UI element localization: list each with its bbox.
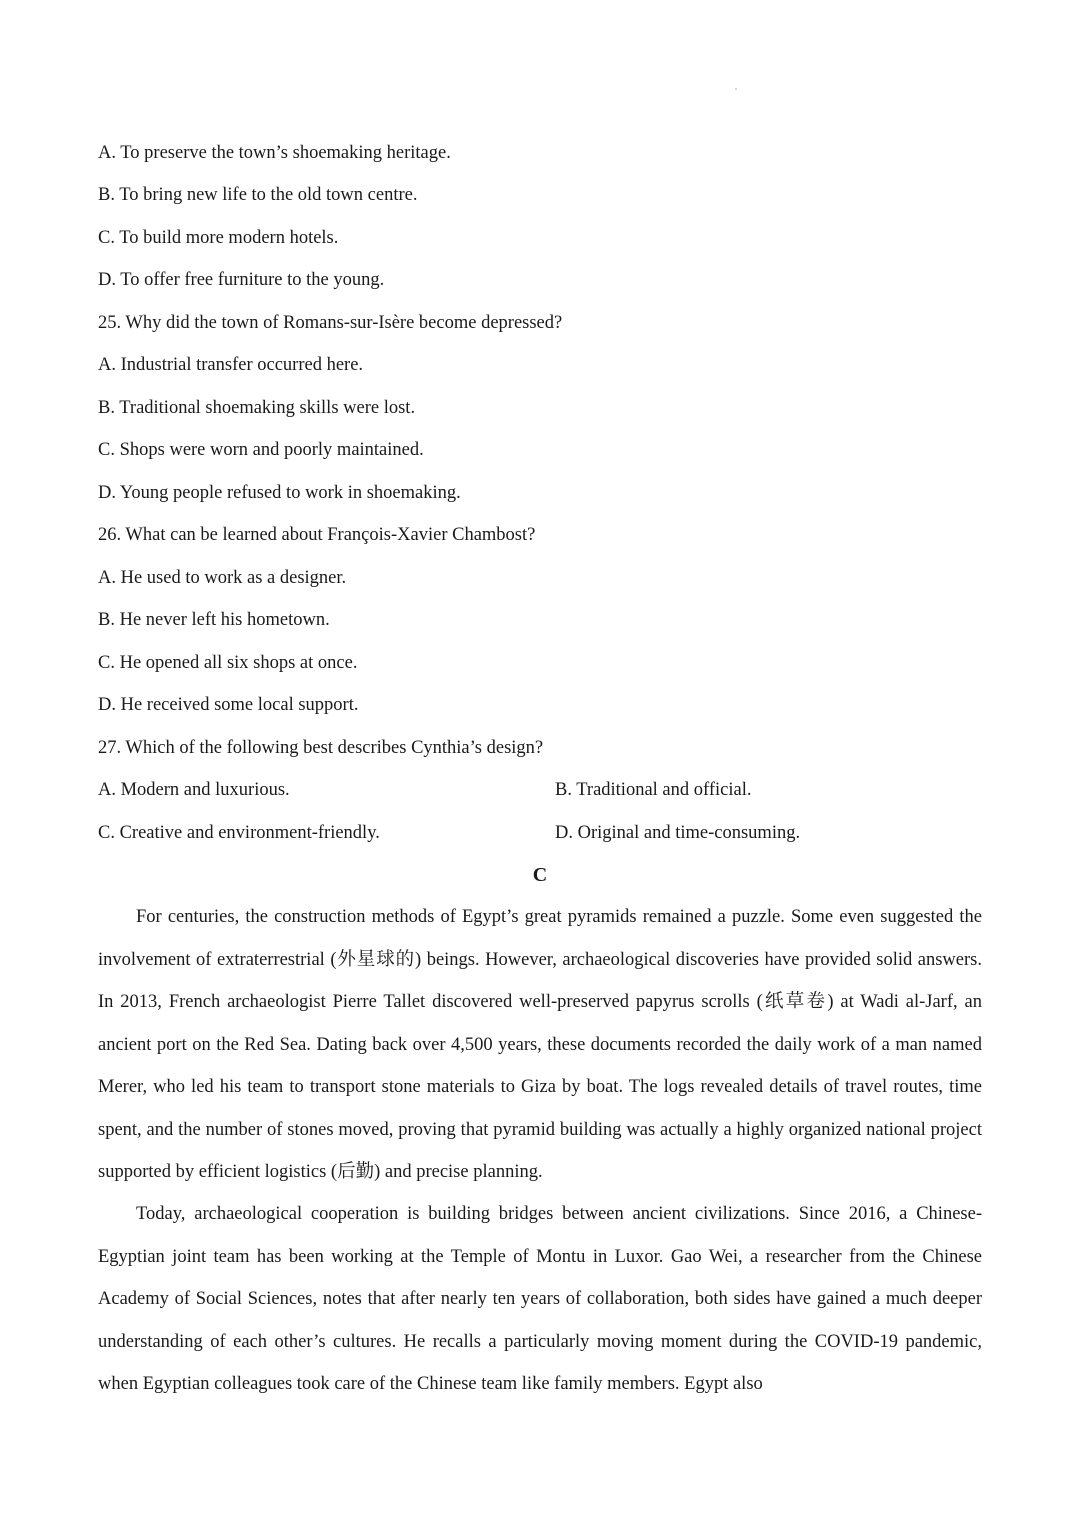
q24-option-d: D. To offer free furniture to the young. [98,270,385,290]
section-heading: C [532,864,548,886]
q25-question: 25. Why did the town of Romans-sur-Isère become depressed? [98,313,563,333]
q27-option-c: C. Creative and environment-friendly. [98,823,380,843]
q24-option-c: C. To build more modern hotels. [98,228,339,248]
q25-option-d: D. Young people refused to work in shoemaking. [98,483,461,503]
q25-option-a: A. Industrial transfer occurred here. [98,355,364,375]
q25-option-c: C. Shops were worn and poorly maintained. [98,440,424,460]
q27-option-d: D. Original and time-consuming. [555,823,801,843]
q26-question: 26. What can be learned about François-Xavier Chambost? [98,525,536,545]
q27-option-a: A. Modern and luxurious. [98,780,290,800]
q27-option-b: B. Traditional and official. [555,780,752,800]
passage-paragraph-1: For centuries, the construction methods of Egypt’s great pyramids remained a puzzle. Some even suggested the involvement of extraterrestrial (外星球的) beings. However, archaeological discoveries have provided solid answers. In 2013, French archaeologist Pierre Tallet discovered well-preserved papyrus scrolls (纸草卷) at Wadi al-Jarf, an ancient port on the Red Sea. Dating back over 4,500 years, these documents recorded the daily work of a man named Merer, who led his team to transport stone materials to Giza by boat. The logs revealed details of travel routes, time spent, and the number of stones moved, proving that pyramid building was actually a highly organized national project supported by efficient logistics (后勤) and precise planning. [98,907,982,1182]
q24-option-b: B. To bring new life to the old town centre. [98,185,418,205]
q26-option-c: C. He opened all six shops at once. [98,653,358,673]
q26-option-b: B. He never left his hometown. [98,610,330,630]
q25-option-b: B. Traditional shoemaking skills were lost. [98,398,416,418]
q26-option-d: D. He received some local support. [98,695,359,715]
passage-paragraph-2: Today, archaeological cooperation is building bridges between ancient civilizations. Since 2016, a Chinese-Egyptian joint team has been working at the Temple of Montu in Luxor. Gao Wei, a researcher from the Chinese Academy of Social Sciences, notes that after nearly ten years of collaboration, both sides have gained a much deeper understanding of each other’s cultures. He recalls a particularly moving moment during the COVID-19 pandemic, when Egyptian colleagues took care of the Chinese team like family members. Egypt also [98,1204,982,1394]
scan-speck [735,88,737,90]
q26-option-a: A. He used to work as a designer. [98,568,347,588]
q24-option-a: A. To preserve the town’s shoemaking heritage. [98,143,451,163]
q27-question: 27. Which of the following best describes Cynthia’s design? [98,738,544,758]
